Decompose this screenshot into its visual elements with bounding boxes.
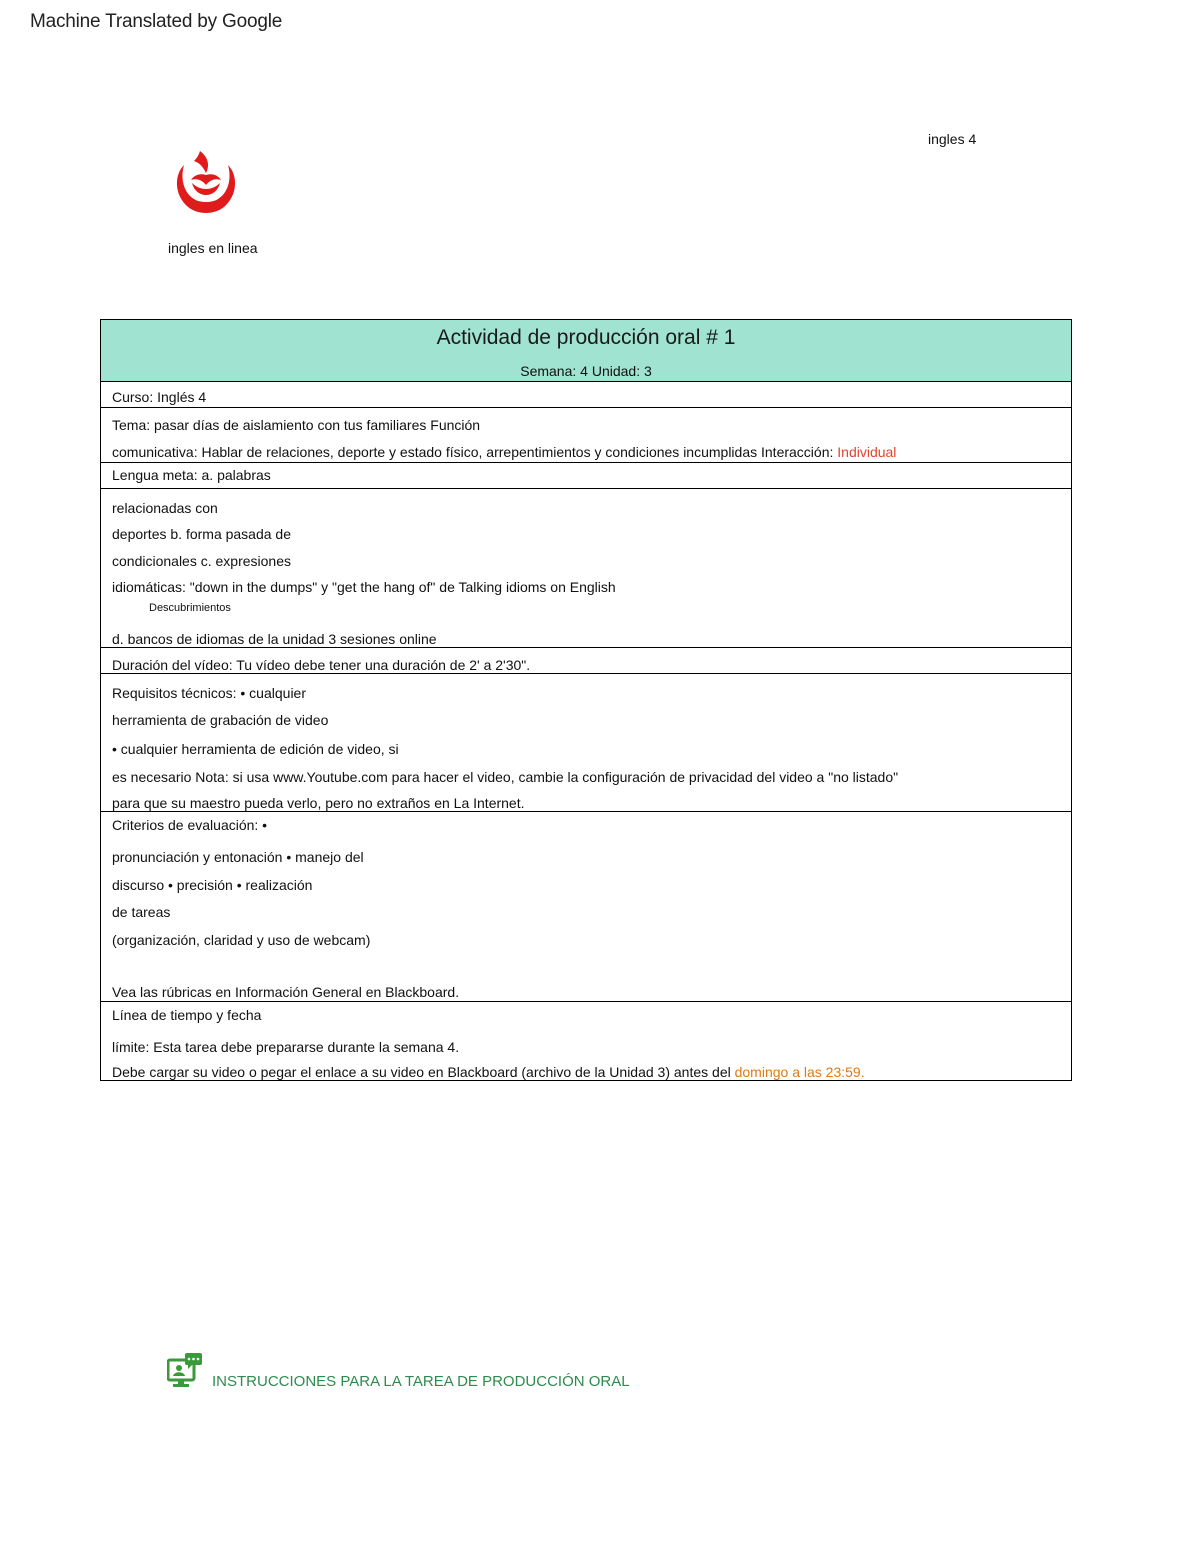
- interaction-value: Individual: [837, 444, 897, 460]
- topic-line-2: [112, 444, 896, 460]
- university-flame-logo: [170, 147, 242, 219]
- language-line: deportes b. forma pasada de: [112, 526, 292, 542]
- criteria-line: Criterios de evaluación: •: [112, 817, 268, 833]
- activity-title: Actividad de producción oral # 1: [436, 326, 736, 349]
- technical-line: herramienta de grabación de video: [112, 712, 329, 728]
- technical-row: [101, 673, 1071, 811]
- criteria-row: [101, 811, 1071, 1001]
- duration-row: [101, 647, 1071, 673]
- language-line: d. bancos de idiomas de la unidad 3 sesiones online: [112, 631, 437, 647]
- instructions-link[interactable]: INSTRUCCIONES PARA LA TAREA DE PRODUCCIÓN ORAL: [212, 1373, 630, 1390]
- course-row: [101, 381, 1071, 407]
- topic-row: [101, 407, 1071, 462]
- activity-sheet: [100, 319, 1072, 1081]
- technical-line: • cualquier herramienta de edición de video, si: [112, 741, 399, 757]
- activity-subtitle: Semana: 4 Unidad: 3: [520, 363, 652, 379]
- criteria-line: de tareas: [112, 904, 171, 920]
- target-language-text: Lengua meta: a. palabras: [112, 467, 271, 483]
- machine-translated-label: Machine Translated by Google: [30, 11, 283, 32]
- timeline-row: [101, 1001, 1071, 1080]
- timeline-line: [112, 1064, 865, 1080]
- timeline-line-text: Debe cargar su video o pegar el enlace a su video en Blackboard (archivo de la Unidad 3) antes del: [112, 1064, 735, 1080]
- course-tag: ingles 4: [928, 131, 977, 147]
- criteria-line: (organización, claridad y uso de webcam): [112, 932, 371, 948]
- technical-line: es necesario Nota: si usa www.Youtube.com para hacer el video, cambie la configuración de privacidad del video a "no listado": [112, 769, 899, 785]
- language-line: condicionales c. expresiones: [112, 553, 291, 569]
- target-language-row: [101, 462, 1071, 488]
- criteria-line: pronunciación y entonación • manejo del: [112, 849, 364, 865]
- video-chat-icon[interactable]: [167, 1352, 203, 1388]
- language-details-row: [101, 488, 1071, 647]
- technical-line: Requisitos técnicos: • cualquier: [112, 685, 306, 701]
- language-line: Descubrimientos: [149, 602, 231, 614]
- duration-text: Duración del vídeo: Tu vídeo debe tener una duración de 2' a 2'30".: [112, 657, 531, 673]
- criteria-line: discurso • precisión • realización: [112, 877, 313, 893]
- topic-line-1: Tema: pasar días de aislamiento con tus familiares Función: [112, 417, 481, 433]
- language-line: idiomáticas: "down in the dumps" y "get the hang of" de Talking idioms on English: [112, 579, 616, 595]
- course-text: Curso: Inglés 4: [112, 389, 207, 405]
- logo-caption: ingles en linea: [168, 240, 258, 256]
- criteria-line: Vea las rúbricas en Información General en Blackboard.: [112, 984, 460, 1000]
- timeline-line: límite: Esta tarea debe prepararse durante la semana 4.: [112, 1039, 460, 1055]
- topic-line-2-text: comunicativa: Hablar de relaciones, deporte y estado físico, arrepentimientos y condiciones incumplidas Interacción:: [112, 444, 838, 460]
- activity-header: [101, 320, 1071, 381]
- technical-line: para que su maestro pueda verlo, pero no extraños en La Internet.: [112, 795, 525, 811]
- language-line: relacionadas con: [112, 500, 218, 516]
- deadline-value: domingo a las 23:59.: [734, 1064, 865, 1080]
- timeline-line: Línea de tiempo y fecha: [112, 1007, 262, 1023]
